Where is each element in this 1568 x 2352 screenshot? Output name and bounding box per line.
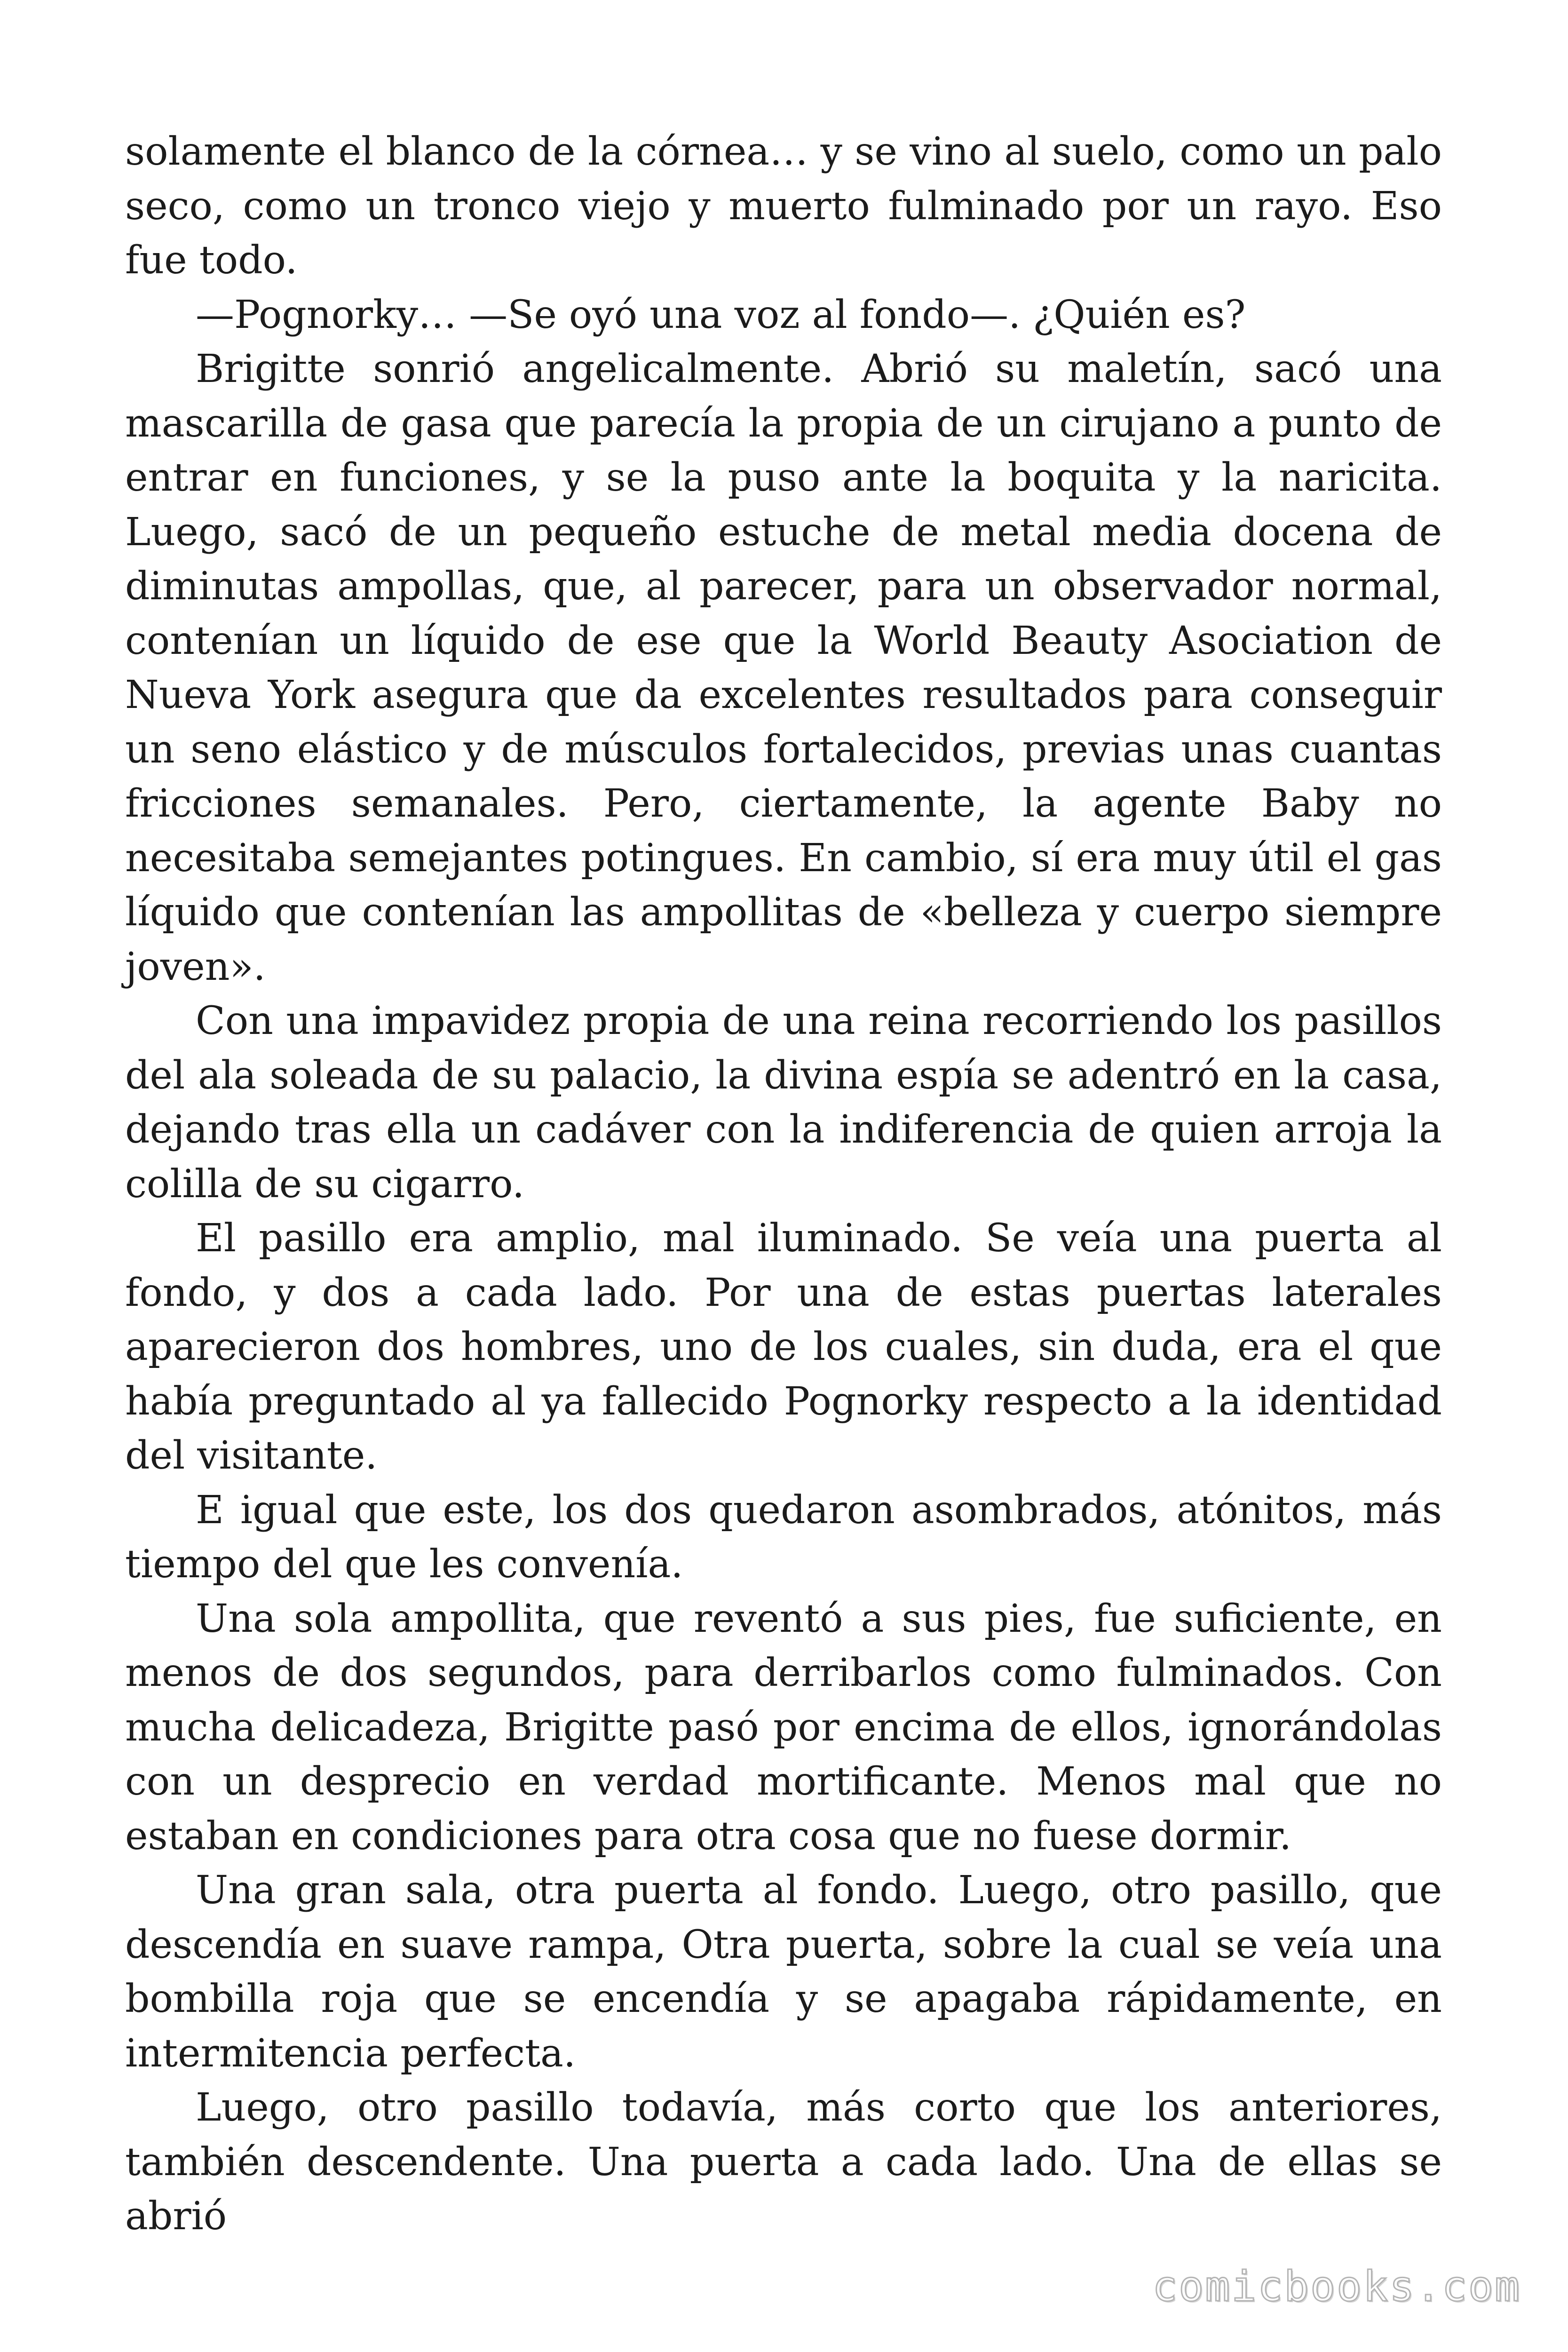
paragraph-dialogue: —Pognorky… —Se oyó una voz al fondo—. ¿Quién es?: [196, 292, 1246, 337]
paragraph: El pasillo era amplio, mal iluminado. Se veía una puerta al fondo, y dos a cada lado. Por una de estas puertas laterales aparecieron dos hombres, uno de los cuales, sin duda, era el que había preguntado al ya fallecido Pognorky respecto a la identidad del visitante.: [125, 1216, 1442, 1478]
paragraph: Una gran sala, otra puerta al fondo. Luego, otro pasillo, que descendía en suave rampa, Otra puerta, sobre la cual se veía una bombilla roja que se encendía y se apagaba rápidamente, en intermitencia perfecta.: [125, 1868, 1442, 2076]
paragraph-continued: solamente el blanco de la córnea… y se vino al suelo, como un palo seco, como un tronco viejo y muerto fulminado por un rayo. Eso fue todo.: [125, 129, 1442, 283]
paragraph: Una sola ampollita, que reventó a sus pies, fue suficiente, en menos de dos segundos, para derribarlos como fulminados. Con mucha delicadeza, Brigitte pasó por encima de ellos, ignorándolas con un desprecio en verdad mortificante. Menos mal que no estaban en condiciones para otra cosa que no fuese dormir.: [125, 1596, 1442, 1859]
document-page: [125, 125, 1442, 2244]
watermark-logo: comicbooks.com: [1152, 2262, 1521, 2311]
paragraph: E igual que este, los dos quedaron asombrados, atónitos, más tiempo del que les convenía.: [125, 1487, 1442, 1587]
paragraph: Con una impavidez propia de una reina recorriendo los pasillos del ala soleada de su palacio, la divina espía se adentró en la casa, dejando tras ella un cadáver con la indiferencia de quien arroja la colilla de su cigarro.: [125, 999, 1442, 1207]
paragraph-last: Luego, otro pasillo todavía, más corto que los anteriores, también descendente. Una puerta a cada lado. Una de ellas se abrió: [125, 2085, 1442, 2239]
paragraph: Brigitte sonrió angelicalmente. Abrió su maletín, sacó una mascarilla de gasa que parecía la propia de un cirujano a punto de entrar en funciones, y se la puso ante la boquita y la naricita. Luego, sacó de un pequeño estuche de metal media docena de diminutas ampollas, que, al parecer, para un observador normal, contenían un líquido de ese que la World Beauty Asociation de Nueva York asegura que da excelentes resultados para conseguir un seno elástico y de músculos fortalecidos, previas unas cuantas fricciones semanales. Pero, ciertamente, la agente Baby no necesitaba semejantes potingues. En cambio, sí era muy útil el gas líquido que contenían las ampollitas de «belleza y cuerpo siempre joven».: [125, 347, 1442, 989]
